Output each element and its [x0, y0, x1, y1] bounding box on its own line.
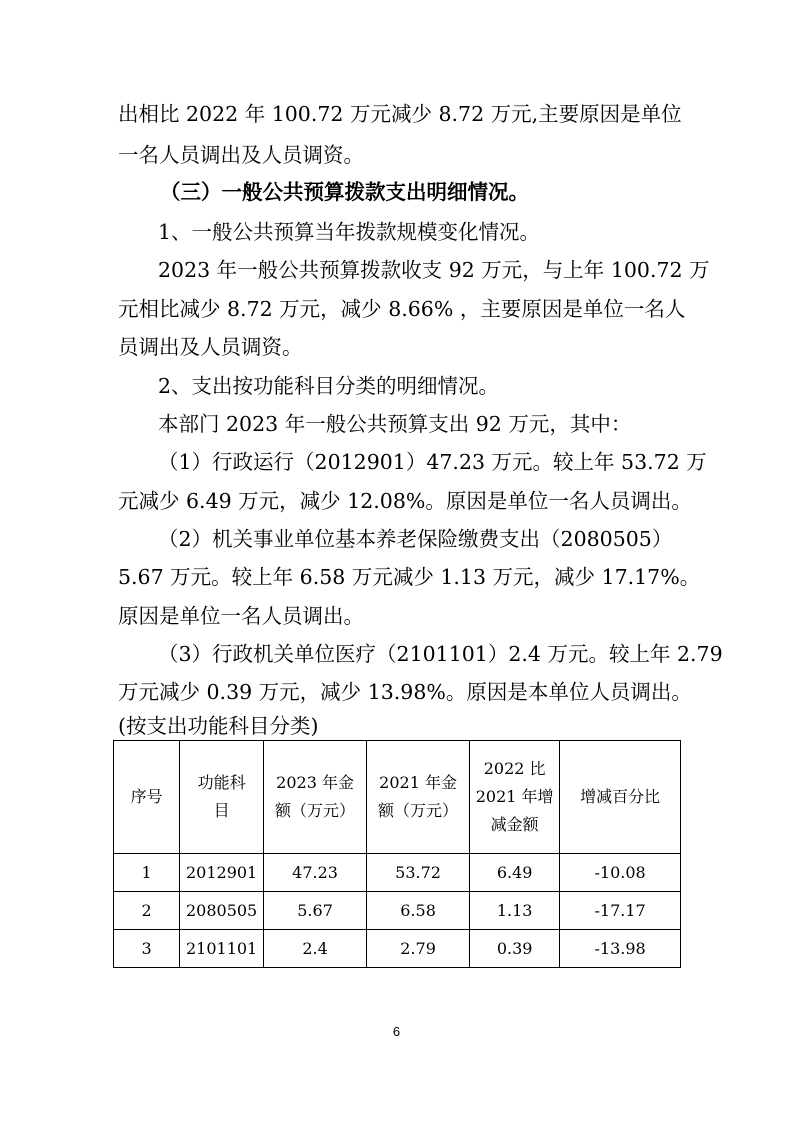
header-change-amount: 2022 比 2021 年增 减金额: [470, 741, 560, 854]
cell-code: 2080505: [180, 892, 264, 930]
cell-code: 2101101: [180, 930, 264, 968]
paragraph-line: 万元减少 0.39 万元，减少 13.98%。原因是本单位人员调出。: [118, 680, 692, 704]
cell-change-amount: 0.39: [470, 930, 560, 968]
cell-amount-2021: 2.79: [367, 930, 470, 968]
paragraph-line: 员调出及人员调资。: [118, 335, 303, 359]
cell-change-percent: -10.08: [560, 854, 681, 892]
header-amount-2021: 2021 年金 额（万元）: [367, 741, 470, 854]
cell-amount-2023: 47.23: [264, 854, 367, 892]
paragraph-line: （2）机关事业单位基本养老保险缴费支出（2080505）: [158, 527, 673, 551]
table-caption: (按支出功能科目分类): [118, 714, 319, 738]
table-header-row: [114, 741, 681, 854]
table-row: [114, 854, 681, 892]
subsection-title: 1、一般公共预算当年拨款规模变化情况。: [158, 220, 541, 244]
table-row: [114, 930, 681, 968]
header-change-percent: 增减百分比: [560, 741, 681, 854]
cell-amount-2023: 2.4: [264, 930, 367, 968]
paragraph-line: 2023 年一般公共预算拨款收支 92 万元，与上年 100.72 万: [158, 258, 710, 282]
paragraph-line: 原因是单位一名人员调出。: [118, 604, 364, 628]
cell-amount-2021: 53.72: [367, 854, 470, 892]
cell-change-amount: 1.13: [470, 892, 560, 930]
cell-amount-2021: 6.58: [367, 892, 470, 930]
paragraph-line: 出相比 2022 年 100.72 万元减少 8.72 万元,主要原因是单位: [118, 102, 682, 126]
paragraph-line: 元相比减少 8.72 万元，减少 8.66% ，主要原因是单位一名人: [118, 297, 686, 321]
paragraph-line: 5.67 万元。较上年 6.58 万元减少 1.13 万元，减少 17.17%。: [118, 565, 701, 589]
expenditure-table: [113, 740, 681, 968]
section-heading: （三）一般公共预算拨款支出明细情况。: [160, 180, 529, 204]
paragraph-line: 一名人员调出及人员调资。: [118, 143, 364, 167]
cell-serial: 2: [114, 892, 180, 930]
table-row: [114, 892, 681, 930]
cell-change-amount: 6.49: [470, 854, 560, 892]
page-number: 6: [392, 1024, 401, 1039]
header-amount-2023: 2023 年金 额（万元）: [264, 741, 367, 854]
cell-serial: 1: [114, 854, 180, 892]
header-function-subject: 功能科 目: [180, 741, 264, 854]
subsection-title: 2、支出按功能科目分类的明细情况。: [158, 374, 500, 398]
cell-serial: 3: [114, 930, 180, 968]
cell-change-percent: -17.17: [560, 892, 681, 930]
paragraph-line: （1）行政运行（2012901）47.23 万元。较上年 53.72 万: [158, 450, 707, 474]
cell-amount-2023: 5.67: [264, 892, 367, 930]
paragraph-line: 元减少 6.49 万元，减少 12.08%。原因是单位一名人员调出。: [118, 489, 692, 513]
cell-change-percent: -13.98: [560, 930, 681, 968]
paragraph-line: （3）行政机关单位医疗（2101101）2.4 万元。较上年 2.79: [158, 642, 723, 666]
header-serial: 序号: [114, 741, 180, 854]
paragraph-line: 本部门 2023 年一般公共预算支出 92 万元，其中：: [158, 412, 632, 436]
cell-code: 2012901: [180, 854, 264, 892]
